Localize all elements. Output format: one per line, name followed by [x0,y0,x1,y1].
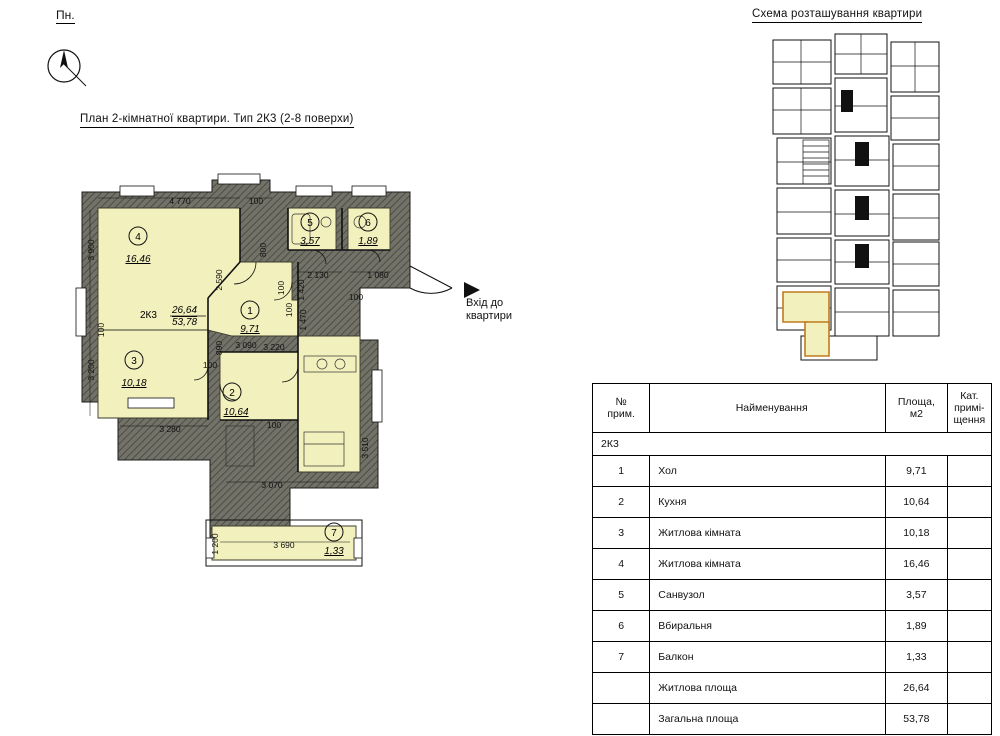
cell-name: Вбиральня [650,611,886,642]
svg-text:3 900: 3 900 [86,239,96,261]
svg-text:2К3: 2К3 [140,310,157,321]
cell-number: 7 [593,642,650,673]
cell-area: 3,57 [886,580,948,611]
table-summary-row [593,673,992,704]
svg-text:100: 100 [276,280,286,296]
svg-text:100: 100 [284,302,294,318]
svg-text:1 470: 1 470 [298,309,308,331]
building-location-scheme [755,30,955,370]
table-row [593,642,992,673]
cell-name: Житлова площа [650,673,886,704]
cell-area: 1,33 [886,642,948,673]
cell-name: Санвузол [650,580,886,611]
cell-area: 16,46 [886,549,948,580]
cell-category [947,518,991,549]
cell-name: Кухня [650,487,886,518]
svg-text:100: 100 [348,292,364,302]
cell-category [947,580,991,611]
svg-text:10,64: 10,64 [223,407,249,418]
north-label: Пн. [56,8,75,22]
svg-text:4 770: 4 770 [169,196,191,206]
cell-category [947,549,991,580]
table-group-row [593,433,992,456]
cell-name: Житлова кімната [650,518,886,549]
cell-name: Житлова кімната [650,549,886,580]
svg-text:3 220: 3 220 [263,342,285,352]
table-row [593,580,992,611]
cell-number [593,673,650,704]
cell-number: 2 [593,487,650,518]
svg-text:3 200: 3 200 [86,359,96,381]
group-label: 2К3 [593,433,992,456]
table-row [593,487,992,518]
svg-text:26,64: 26,64 [172,305,198,316]
page-title: План 2-кімнатної квартири. Тип 2К3 (2-8 поверхи) [80,113,354,128]
cell-category [947,487,991,518]
svg-text:4: 4 [135,232,141,243]
cell-category [947,704,991,735]
svg-text:1,89: 1,89 [358,236,378,247]
premises-table-element [592,383,992,735]
svg-text:2 590: 2 590 [214,269,224,291]
svg-text:3 690: 3 690 [273,540,295,550]
cell-area: 26,64 [886,673,948,704]
table-row [593,549,992,580]
cell-number: 4 [593,549,650,580]
cell-category [947,642,991,673]
svg-text:2: 2 [229,388,235,399]
svg-text:5: 5 [307,218,313,229]
svg-text:1 080: 1 080 [367,270,389,280]
svg-text:3 510: 3 510 [360,437,370,459]
svg-text:100: 100 [96,322,106,338]
entrance-note-line1: Вхід до [466,297,504,309]
cell-number: 3 [593,518,650,549]
svg-text:6: 6 [365,218,371,229]
compass-north-arrow-icon [42,42,92,92]
table-summary-row [593,704,992,735]
svg-text:1: 1 [247,306,253,317]
table-row [593,611,992,642]
table-row [593,456,992,487]
svg-text:1 200: 1 200 [210,533,220,555]
cell-area: 53,78 [886,704,948,735]
table-body [593,433,992,735]
cell-area: 10,64 [886,487,948,518]
table-row [593,518,992,549]
cell-name: Хол [650,456,886,487]
cell-number: 6 [593,611,650,642]
cell-category [947,456,991,487]
svg-text:800: 800 [258,242,268,258]
cell-name: Загальна площа [650,704,886,735]
cell-area: 9,71 [886,456,948,487]
svg-text:3,57: 3,57 [300,236,320,247]
table-header-row [593,384,992,433]
premises-table [592,383,992,735]
cell-area: 10,18 [886,518,948,549]
cell-number: 1 [593,456,650,487]
svg-text:7: 7 [331,528,337,539]
svg-text:1 420: 1 420 [296,279,306,301]
scheme-title: Схема розташування квартири [752,8,922,23]
svg-text:3: 3 [131,356,137,367]
svg-text:100: 100 [266,420,282,430]
floor-plan-drawing [60,170,580,610]
header-area: Площа, м2 [886,384,948,433]
cell-category [947,611,991,642]
svg-text:3 070: 3 070 [261,480,283,490]
svg-text:1,33: 1,33 [324,546,344,557]
cell-number [593,704,650,735]
cell-area: 1,89 [886,611,948,642]
header-category: Кат. примі- щення [947,384,991,433]
svg-text:10,18: 10,18 [121,378,147,389]
svg-text:9,71: 9,71 [240,324,260,335]
cell-name: Балкон [650,642,886,673]
svg-text:100: 100 [202,360,218,370]
svg-text:890: 890 [214,340,224,356]
svg-text:3 090: 3 090 [235,340,257,350]
svg-text:53,78: 53,78 [172,317,198,328]
header-name: Найменування [650,384,886,433]
cell-category [947,673,991,704]
header-number: № прим. [593,384,650,433]
svg-text:2 130: 2 130 [307,270,329,280]
svg-text:3 280: 3 280 [159,424,181,434]
entrance-note-line2: квартири [466,310,512,322]
cell-number: 5 [593,580,650,611]
svg-text:16,46: 16,46 [125,254,151,265]
svg-text:100: 100 [248,196,264,206]
